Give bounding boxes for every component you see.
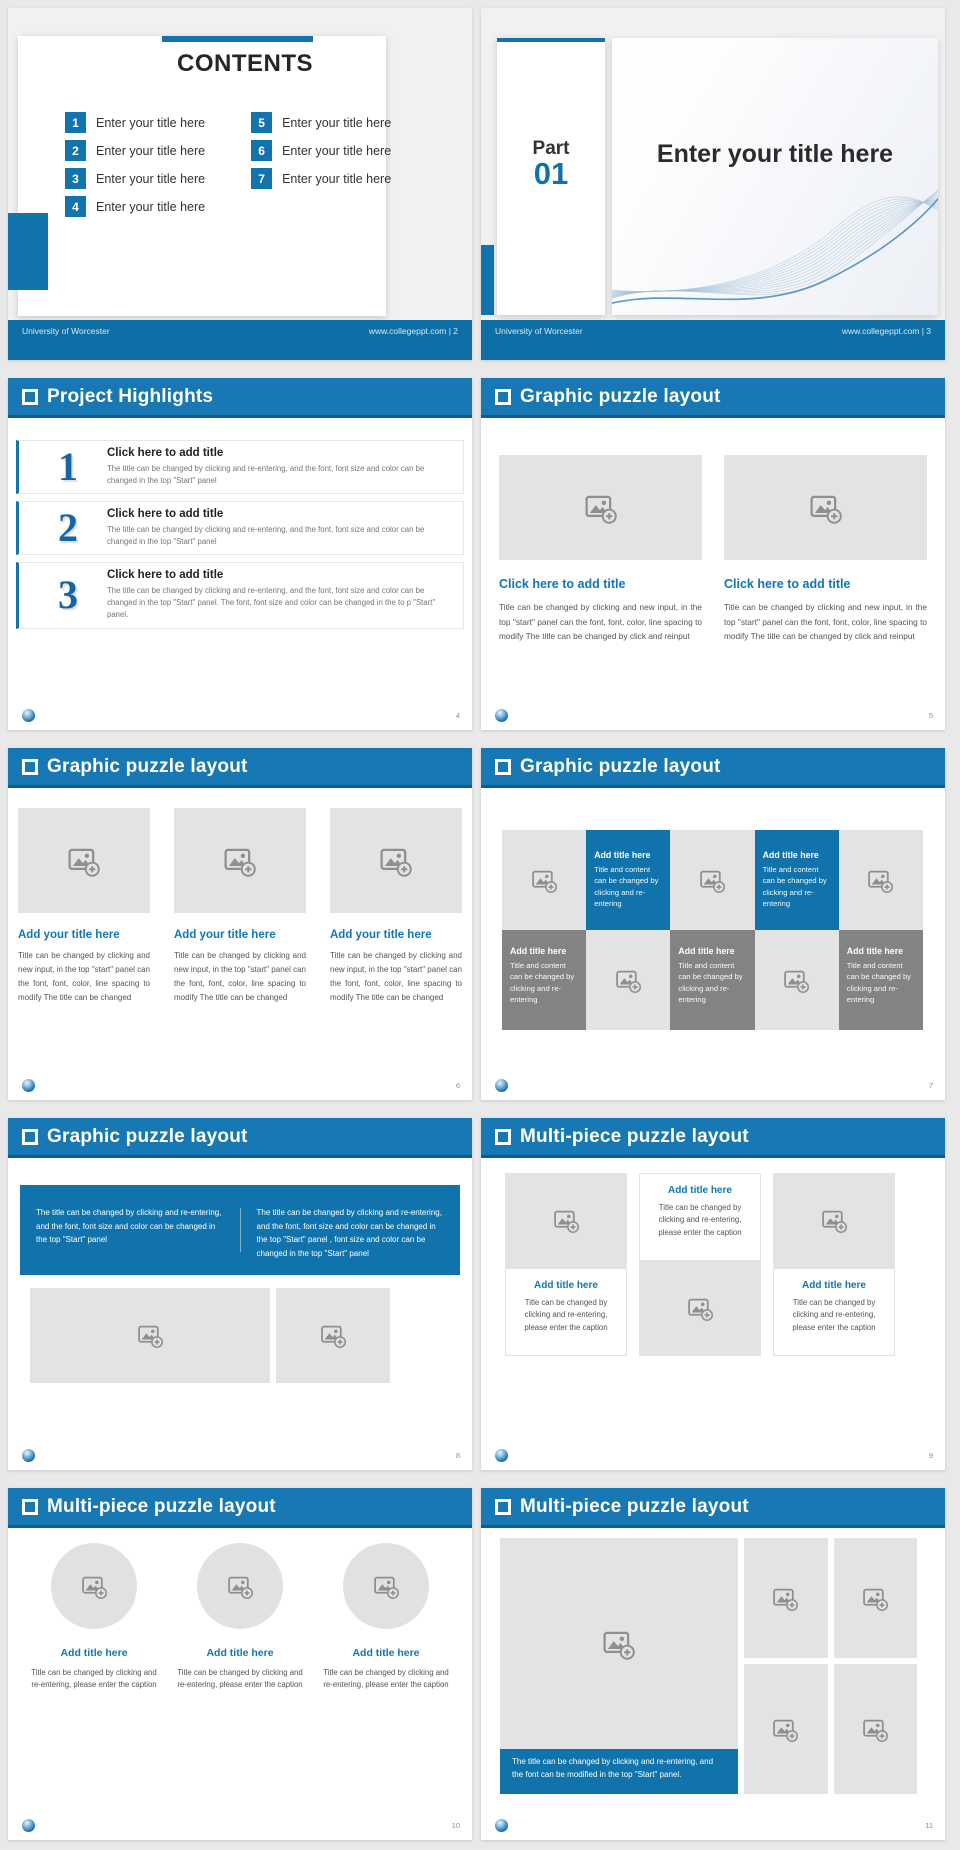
column-title: Click here to add title: [499, 577, 626, 591]
logo-icon: [495, 1449, 508, 1462]
contents-list: [65, 112, 391, 224]
header-square-icon: [495, 389, 511, 405]
cell-body: Title can be changed by clicking and re-entering, please enter the caption: [31, 1668, 157, 1690]
corner-decoration: [481, 245, 494, 315]
checker-column: [773, 1173, 895, 1356]
highlight-text: [107, 508, 442, 548]
cell-body: Title and content can be changed by clicking and re-entering: [678, 961, 743, 1005]
two-column-area: [481, 418, 945, 644]
section-title: Enter your title here: [656, 140, 894, 168]
image-placeholder: [174, 808, 306, 913]
column-title: Add your title here: [174, 929, 276, 941]
toc-label: Enter your title here: [282, 171, 392, 186]
small-image-grid: [744, 1538, 917, 1794]
puzzle-column: [18, 808, 150, 1005]
image-placeholder-icon: [687, 1295, 714, 1322]
image-placeholder-icon: [223, 844, 257, 878]
image-placeholder: [505, 1173, 627, 1268]
page-number: 7: [928, 1081, 933, 1090]
caption-box: The title can be changed by clicking and re-entering, and the font can be modified in the top "Start" panel.: [500, 1749, 738, 1794]
toc-number-badge: 3: [65, 168, 86, 189]
logo-icon: [22, 709, 35, 722]
toc-label: Enter your title here: [96, 143, 206, 158]
toc-number-badge: 2: [65, 140, 86, 161]
column-title: Add your title here: [330, 929, 432, 941]
slide-header-title: Multi-piece puzzle layout: [47, 1495, 276, 1517]
slide-header-bar: [8, 1488, 472, 1528]
checker-text-cell: [639, 1173, 761, 1261]
highlight-body: The title can be changed by clicking and re-entering, and the font, font size and color can be changed in the top "Start" panel. The font, font size and color can be changed in the to p "Start" panel.: [107, 586, 436, 620]
image-placeholder-icon: [783, 967, 810, 994]
footer-site-page: www.collegeppt.com | 2: [368, 326, 458, 336]
slide-header-title: Graphic puzzle layout: [47, 755, 248, 777]
image-placeholder: [839, 830, 923, 930]
image-placeholder-icon: [137, 1322, 164, 1349]
image-placeholder: [330, 808, 462, 913]
image-placeholder-icon: [373, 1573, 400, 1600]
column-body: Title can be changed by clicking and new input, in the top "start" panel can the font, font, color, line spacing to modify The title can be changed: [18, 951, 150, 1002]
slide-multipiece-grid: [481, 1488, 945, 1840]
column-body: Title can be changed by clicking and new input, in the top "start" panel can the font, font, color, line spacing to modify The title can be changed by click and reinput: [499, 602, 702, 642]
part-card: [497, 38, 605, 315]
circle-column: [322, 1543, 450, 1692]
toc-item: [251, 168, 391, 189]
highlight-title: Click here to add title: [107, 508, 224, 521]
image-placeholder-icon: [531, 867, 558, 894]
footer-institution: University of Worcester: [495, 326, 583, 336]
cell-body: Title can be changed by clicking and re-entering, please enter the caption: [792, 1298, 876, 1332]
highlight-number: 2: [58, 505, 78, 551]
slide-footer-bar: [481, 320, 945, 360]
toc-item: [65, 112, 205, 133]
highlight-number: 3: [58, 572, 78, 618]
slide-header-title: Multi-piece puzzle layout: [520, 1495, 749, 1517]
toc-label: Enter your title here: [96, 171, 206, 186]
cell-title: Add title here: [60, 1647, 128, 1659]
image-row: [30, 1288, 472, 1383]
image-placeholder: [773, 1173, 895, 1268]
image-placeholder-icon: [772, 1585, 799, 1612]
title-accent-bar: [162, 36, 313, 42]
highlight-text: [107, 569, 442, 621]
image-placeholder-icon: [602, 1627, 636, 1661]
logo-icon: [22, 1079, 35, 1092]
image-placeholder-icon: [67, 844, 101, 878]
image-placeholder: [502, 830, 586, 930]
slide-graphic-puzzle-3col: [8, 748, 472, 1100]
slide-graphic-puzzle-2col: [481, 378, 945, 730]
slide-header-bar: [481, 748, 945, 788]
cell-body: Title and content can be changed by clicking and re-entering: [510, 961, 575, 1005]
band-divider: [240, 1208, 241, 1252]
toc-label: Enter your title here: [282, 143, 392, 158]
cell-title: Add title here: [206, 1647, 274, 1659]
page-number: 9: [928, 1451, 933, 1460]
image-placeholder: [834, 1538, 918, 1658]
cell-title: Add title here: [594, 850, 651, 860]
toc-item: [65, 140, 205, 161]
mosaic-text-cell-blue: [755, 830, 839, 930]
header-square-icon: [495, 1499, 511, 1515]
logo-icon: [22, 1819, 35, 1832]
footer-site-page: www.collegeppt.com | 3: [841, 326, 931, 336]
cell-title: Add title here: [678, 946, 735, 956]
footer-institution: University of Worcester: [22, 326, 110, 336]
image-placeholder: [744, 1664, 828, 1794]
contents-column-left: [65, 112, 205, 224]
image-placeholder-icon: [320, 1322, 347, 1349]
circle-columns: [8, 1528, 472, 1692]
image-placeholder: [639, 1261, 761, 1356]
slide-header-bar: [8, 748, 472, 788]
cell-body: Title can be changed by clicking and re-entering, please enter the caption: [524, 1298, 608, 1332]
slide-contents: [8, 8, 472, 360]
image-placeholder-icon: [615, 967, 642, 994]
image-placeholder-icon: [862, 1585, 889, 1612]
slide-header-bar: [481, 378, 945, 418]
image-placeholder-icon: [81, 1573, 108, 1600]
mosaic-text-cell-gray: [670, 930, 754, 1030]
highlight-body: The title can be changed by clicking and re-entering, and the font, font size and color can be changed in the top "Start" panel: [107, 525, 425, 547]
image-placeholder: [670, 830, 754, 930]
cell-title: Add title here: [846, 946, 904, 956]
cell-title: Add title here: [802, 1280, 866, 1291]
column-title: Click here to add title: [724, 577, 851, 591]
toc-item: [251, 112, 391, 133]
mosaic-text-cell-gray: [502, 930, 586, 1030]
logo-icon: [495, 709, 508, 722]
slide-gallery: [8, 8, 945, 1840]
slide-header-title: Multi-piece puzzle layout: [520, 1125, 749, 1147]
image-placeholder-icon: [867, 867, 894, 894]
slide-graphic-puzzle-mosaic: [481, 748, 945, 1100]
column-title: Add your title here: [18, 929, 120, 941]
three-column-area: [8, 788, 472, 1005]
page-number: 10: [451, 1821, 460, 1830]
cell-title: Add title here: [762, 850, 819, 860]
image-placeholder: [834, 1664, 918, 1794]
puzzle-column: [330, 808, 462, 1005]
toc-label: Enter your title here: [96, 115, 206, 130]
highlight-text: [107, 447, 442, 487]
toc-number-badge: 6: [251, 140, 272, 161]
checker-text-cell: [773, 1268, 895, 1356]
page-number: 6: [455, 1081, 460, 1090]
slide-header-title: Graphic puzzle layout: [520, 385, 721, 407]
highlight-item: [16, 440, 464, 494]
header-square-icon: [495, 1129, 511, 1145]
mosaic-text-cell-gray: [839, 930, 923, 1030]
page-number: 11: [925, 1821, 933, 1830]
slide-header-title: Graphic puzzle layout: [520, 755, 721, 777]
contents-title: CONTENTS: [177, 50, 313, 77]
circle-column: [30, 1543, 158, 1692]
corner-decoration: [8, 213, 48, 290]
logo-icon: [495, 1819, 508, 1832]
circle-column: [176, 1543, 304, 1692]
toc-number-badge: 7: [251, 168, 272, 189]
highlight-item: [16, 501, 464, 555]
slide-header-bar: [8, 1118, 472, 1158]
header-square-icon: [495, 759, 511, 775]
toc-item: [65, 168, 205, 189]
header-square-icon: [22, 1499, 38, 1515]
puzzle-column: [499, 455, 702, 644]
highlight-body: The title can be changed by clicking and re-entering, and the font, font size and color can be changed in the top "Start" panel: [107, 464, 425, 486]
band-text-right: The title can be changed by clicking and re-entering, and the font, font size and color can be changed in the top "Start" panel , font size and color can be changed in the top "Start" panel: [256, 1208, 442, 1258]
wave-lines-decoration: [612, 170, 938, 315]
checker-column: [505, 1173, 627, 1356]
image-placeholder: [18, 808, 150, 913]
highlight-title: Click here to add title: [107, 447, 224, 459]
image-placeholder: [499, 455, 702, 560]
image-placeholder: [276, 1288, 390, 1383]
cell-body: Title and content can be changed by clicking and re-entering: [846, 961, 911, 1005]
cell-body: Title can be changed by clicking and re-entering, please enter the caption: [658, 1203, 742, 1237]
image-placeholder-icon: [809, 491, 843, 525]
column-body: Title can be changed by clicking and new input, in the top "start" panel can the font, font, color, line spacing to modify The title can be changed by click and reinput: [724, 602, 927, 642]
checker-text-cell: [505, 1268, 627, 1356]
contents-column-right: [251, 112, 391, 224]
toc-item: [65, 196, 205, 217]
column-body: Title can be changed by clicking and new input, in the top "start" panel can the font, font, color, line spacing to modify The title can be changed: [330, 951, 462, 1002]
image-placeholder-icon: [379, 844, 413, 878]
image-placeholder-icon: [821, 1207, 848, 1234]
toc-number-badge: 5: [251, 112, 272, 133]
page-number: 5: [928, 711, 933, 720]
header-square-icon: [22, 759, 38, 775]
checker-column: [639, 1173, 761, 1356]
mosaic-text-cell-blue: [586, 830, 670, 930]
image-placeholder-icon: [553, 1207, 580, 1234]
puzzle-column: [174, 808, 306, 1005]
slide-multipiece-checker: [481, 1118, 945, 1470]
circle-image-placeholder: [343, 1543, 429, 1629]
toc-number-badge: 1: [65, 112, 86, 133]
band-text-left: The title can be changed by clicking and re-entering, and the font, font size and color can be changed in the top "Start" panel: [36, 1208, 222, 1245]
slide-project-highlights: [8, 378, 472, 730]
slide-multipiece-circles: [8, 1488, 472, 1840]
highlight-item: [16, 562, 464, 628]
cell-title: Add title here: [352, 1647, 420, 1659]
image-placeholder-icon: [584, 491, 618, 525]
logo-icon: [22, 1449, 35, 1462]
image-placeholder-icon: [862, 1716, 889, 1743]
cell-title: Add title here: [668, 1185, 732, 1196]
puzzle-column: [724, 455, 927, 644]
cell-title: Add title here: [510, 946, 567, 956]
part-number: 01: [533, 156, 569, 192]
image-placeholder: [586, 930, 670, 1030]
header-square-icon: [22, 1129, 38, 1145]
part-card-text: [497, 139, 605, 191]
part-label: Part: [532, 138, 570, 160]
slide-header-title: Graphic puzzle layout: [47, 1125, 248, 1147]
slide-header-bar: [481, 1118, 945, 1158]
circle-image-placeholder: [51, 1543, 137, 1629]
highlight-title: Click here to add title: [107, 569, 224, 582]
cell-body: Title can be changed by clicking and re-entering, please enter the caption: [177, 1668, 303, 1690]
slide-header-bar: [481, 1488, 945, 1528]
page-number: 8: [455, 1451, 460, 1460]
highlight-number: 1: [58, 444, 78, 490]
mosaic-grid: [502, 830, 923, 1030]
slide-header-bar: [8, 378, 472, 418]
toc-label: Enter your title here: [282, 115, 392, 130]
slide-part-01: [481, 8, 945, 360]
section-title-panel: [612, 38, 938, 315]
checker-columns: [481, 1158, 945, 1356]
circle-image-placeholder: [197, 1543, 283, 1629]
image-placeholder-icon: [227, 1573, 254, 1600]
slide-header-title: Project Highlights: [47, 385, 214, 407]
header-square-icon: [22, 389, 38, 405]
highlight-list: [8, 418, 472, 629]
cell-body: Title and content can be changed by clicking and re-entering: [594, 865, 659, 909]
toc-label: Enter your title here: [96, 199, 206, 214]
slide-footer-bar: [8, 320, 472, 360]
toc-item: [251, 140, 391, 161]
slide-graphic-puzzle-band: [8, 1118, 472, 1470]
image-placeholder-large: [500, 1538, 738, 1749]
logo-icon: [495, 1079, 508, 1092]
cell-title: Add title here: [534, 1280, 598, 1291]
column-body: Title can be changed by clicking and new input, in the top "start" panel can the font, font, color, line spacing to modify The title can be changed: [174, 951, 306, 1002]
image-placeholder-icon: [699, 867, 726, 894]
cell-body: Title can be changed by clicking and re-entering, please enter the caption: [323, 1668, 449, 1690]
image-placeholder: [30, 1288, 270, 1383]
image-placeholder: [724, 455, 927, 560]
image-placeholder: [755, 930, 839, 1030]
cell-body: Title and content can be changed by clicking and re-entering: [762, 865, 827, 909]
image-placeholder-icon: [772, 1716, 799, 1743]
page-number: 4: [455, 711, 460, 720]
contents-card: [18, 36, 392, 316]
image-placeholder: [744, 1538, 828, 1658]
blue-text-band: [20, 1185, 460, 1275]
toc-number-badge: 4: [65, 196, 86, 217]
